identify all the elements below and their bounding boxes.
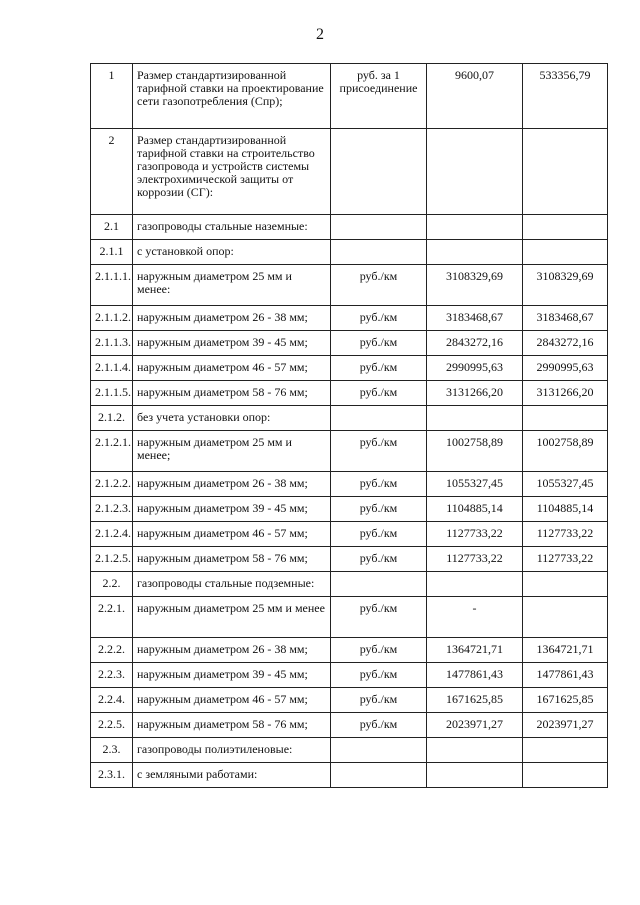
row-value-2: 2023971,27 — [523, 713, 608, 738]
row-value-2: 1055327,45 — [523, 472, 608, 497]
row-value-1: 2023971,27 — [427, 713, 523, 738]
row-description: с установкой опор: — [133, 240, 331, 265]
row-unit — [331, 240, 427, 265]
row-description: наружным диаметром 25 мм и менее — [133, 597, 331, 638]
row-value-2: 1364721,71 — [523, 638, 608, 663]
row-unit — [331, 129, 427, 215]
row-number: 2.1.1.3. — [91, 331, 133, 356]
row-unit — [331, 572, 427, 597]
row-description: наружным диаметром 26 - 38 мм; — [133, 472, 331, 497]
row-unit: руб./км — [331, 356, 427, 381]
row-number: 2.1.2.1. — [91, 431, 133, 472]
row-value-2 — [523, 597, 608, 638]
row-value-1: 2843272,16 — [427, 331, 523, 356]
row-description: газопроводы стальные подземные: — [133, 572, 331, 597]
row-description: с земляными работами: — [133, 763, 331, 788]
row-value-2: 3131266,20 — [523, 381, 608, 406]
row-number: 2.2.5. — [91, 713, 133, 738]
row-unit: руб./км — [331, 663, 427, 688]
row-number: 2.3.1. — [91, 763, 133, 788]
row-description: газопроводы стальные наземные: — [133, 215, 331, 240]
row-value-2: 1127733,22 — [523, 522, 608, 547]
table-row — [91, 663, 608, 688]
table-row — [91, 572, 608, 597]
row-number: 2.1.2.4. — [91, 522, 133, 547]
row-value-1: 1127733,22 — [427, 522, 523, 547]
table-row — [91, 713, 608, 738]
row-number: 2.2.2. — [91, 638, 133, 663]
row-description: газопроводы полиэтиленовые: — [133, 738, 331, 763]
row-value-2: 1104885,14 — [523, 497, 608, 522]
row-unit: руб./км — [331, 713, 427, 738]
row-value-1 — [427, 406, 523, 431]
row-description: наружным диаметром 58 - 76 мм; — [133, 547, 331, 572]
row-value-2 — [523, 240, 608, 265]
table-row — [91, 381, 608, 406]
row-number: 2.1.2.5. — [91, 547, 133, 572]
page-number: 2 — [316, 26, 324, 43]
row-number: 2 — [91, 129, 133, 215]
row-number: 2.1.2. — [91, 406, 133, 431]
row-unit: руб./км — [331, 688, 427, 713]
row-description: без учета установки опор: — [133, 406, 331, 431]
row-description: Размер стандартизированной тарифной ставки на строительство газопровода и устройств системы электрохимической защиты от коррозии (CГ): — [133, 129, 331, 215]
row-value-2 — [523, 572, 608, 597]
row-value-1 — [427, 215, 523, 240]
row-value-2 — [523, 406, 608, 431]
row-value-1: 2990995,63 — [427, 356, 523, 381]
table-row — [91, 64, 608, 129]
row-value-1: 3183468,67 — [427, 306, 523, 331]
row-value-1 — [427, 240, 523, 265]
row-value-1 — [427, 572, 523, 597]
row-value-2 — [523, 215, 608, 240]
table-row — [91, 522, 608, 547]
row-value-2: 1671625,85 — [523, 688, 608, 713]
row-unit: руб./км — [331, 331, 427, 356]
row-unit: руб. за 1 присоединение — [331, 64, 427, 129]
row-number: 2.2. — [91, 572, 133, 597]
table-row — [91, 497, 608, 522]
row-unit — [331, 763, 427, 788]
row-number: 2.1.2.2. — [91, 472, 133, 497]
table-row — [91, 331, 608, 356]
row-number: 2.1 — [91, 215, 133, 240]
row-number: 2.2.3. — [91, 663, 133, 688]
row-number: 1 — [91, 64, 133, 129]
table-row — [91, 472, 608, 497]
row-description: Размер стандартизированной тарифной ставки на проектирование сети газопотребления (Cпр); — [133, 64, 331, 129]
row-unit: руб./км — [331, 497, 427, 522]
row-value-1 — [427, 129, 523, 215]
table-row — [91, 597, 608, 638]
row-number: 2.1.2.3. — [91, 497, 133, 522]
row-description: наружным диаметром 46 - 57 мм; — [133, 356, 331, 381]
row-description: наружным диаметром 46 - 57 мм; — [133, 522, 331, 547]
row-value-2 — [523, 738, 608, 763]
row-value-2 — [523, 763, 608, 788]
row-value-2: 2990995,63 — [523, 356, 608, 381]
row-unit — [331, 215, 427, 240]
table-row — [91, 129, 608, 215]
row-value-1: 1055327,45 — [427, 472, 523, 497]
table-row — [91, 356, 608, 381]
row-value-2: 1477861,43 — [523, 663, 608, 688]
row-unit — [331, 738, 427, 763]
row-unit: руб./км — [331, 547, 427, 572]
row-value-1: 1002758,89 — [427, 431, 523, 472]
row-unit — [331, 406, 427, 431]
row-description: наружным диаметром 39 - 45 мм; — [133, 663, 331, 688]
table-row — [91, 738, 608, 763]
row-number: 2.2.4. — [91, 688, 133, 713]
row-value-1: 1364721,71 — [427, 638, 523, 663]
row-description: наружным диаметром 46 - 57 мм; — [133, 688, 331, 713]
table-row — [91, 406, 608, 431]
row-description: наружным диаметром 25 мм и менее; — [133, 431, 331, 472]
row-unit: руб./км — [331, 597, 427, 638]
row-description: наружным диаметром 25 мм и менее: — [133, 265, 331, 306]
row-description: наружным диаметром 26 - 38 мм; — [133, 638, 331, 663]
row-value-1: 1104885,14 — [427, 497, 523, 522]
row-value-2 — [523, 129, 608, 215]
row-number: 2.2.1. — [91, 597, 133, 638]
row-value-2: 3183468,67 — [523, 306, 608, 331]
row-number: 2.1.1.1. — [91, 265, 133, 306]
row-value-2: 533356,79 — [523, 64, 608, 129]
row-value-1: 1671625,85 — [427, 688, 523, 713]
row-value-2: 3108329,69 — [523, 265, 608, 306]
row-number: 2.1.1.2. — [91, 306, 133, 331]
row-value-2: 2843272,16 — [523, 331, 608, 356]
row-value-2: 1127733,22 — [523, 547, 608, 572]
row-description: наружным диаметром 58 - 76 мм; — [133, 381, 331, 406]
row-unit: руб./км — [331, 431, 427, 472]
row-value-1: 3131266,20 — [427, 381, 523, 406]
row-value-1: 1477861,43 — [427, 663, 523, 688]
tariff-table — [90, 63, 608, 788]
row-unit: руб./км — [331, 265, 427, 306]
table-row — [91, 306, 608, 331]
table-row — [91, 688, 608, 713]
table-row — [91, 763, 608, 788]
table-row — [91, 215, 608, 240]
row-unit: руб./км — [331, 381, 427, 406]
table-row — [91, 240, 608, 265]
row-value-1: 3108329,69 — [427, 265, 523, 306]
row-description: наружным диаметром 58 - 76 мм; — [133, 713, 331, 738]
table-row — [91, 547, 608, 572]
row-description: наружным диаметром 39 - 45 мм; — [133, 497, 331, 522]
row-value-1: 9600,07 — [427, 64, 523, 129]
row-value-1: - — [427, 597, 523, 638]
row-number: 2.1.1.4. — [91, 356, 133, 381]
table-row — [91, 265, 608, 306]
row-unit: руб./км — [331, 306, 427, 331]
row-value-1: 1127733,22 — [427, 547, 523, 572]
table-row — [91, 431, 608, 472]
row-description: наружным диаметром 39 - 45 мм; — [133, 331, 331, 356]
row-unit: руб./км — [331, 638, 427, 663]
row-number: 2.3. — [91, 738, 133, 763]
row-unit: руб./км — [331, 472, 427, 497]
row-unit: руб./км — [331, 522, 427, 547]
row-value-1 — [427, 763, 523, 788]
table-row — [91, 638, 608, 663]
row-value-1 — [427, 738, 523, 763]
row-value-2: 1002758,89 — [523, 431, 608, 472]
row-number: 2.1.1 — [91, 240, 133, 265]
row-number: 2.1.1.5. — [91, 381, 133, 406]
row-description: наружным диаметром 26 - 38 мм; — [133, 306, 331, 331]
